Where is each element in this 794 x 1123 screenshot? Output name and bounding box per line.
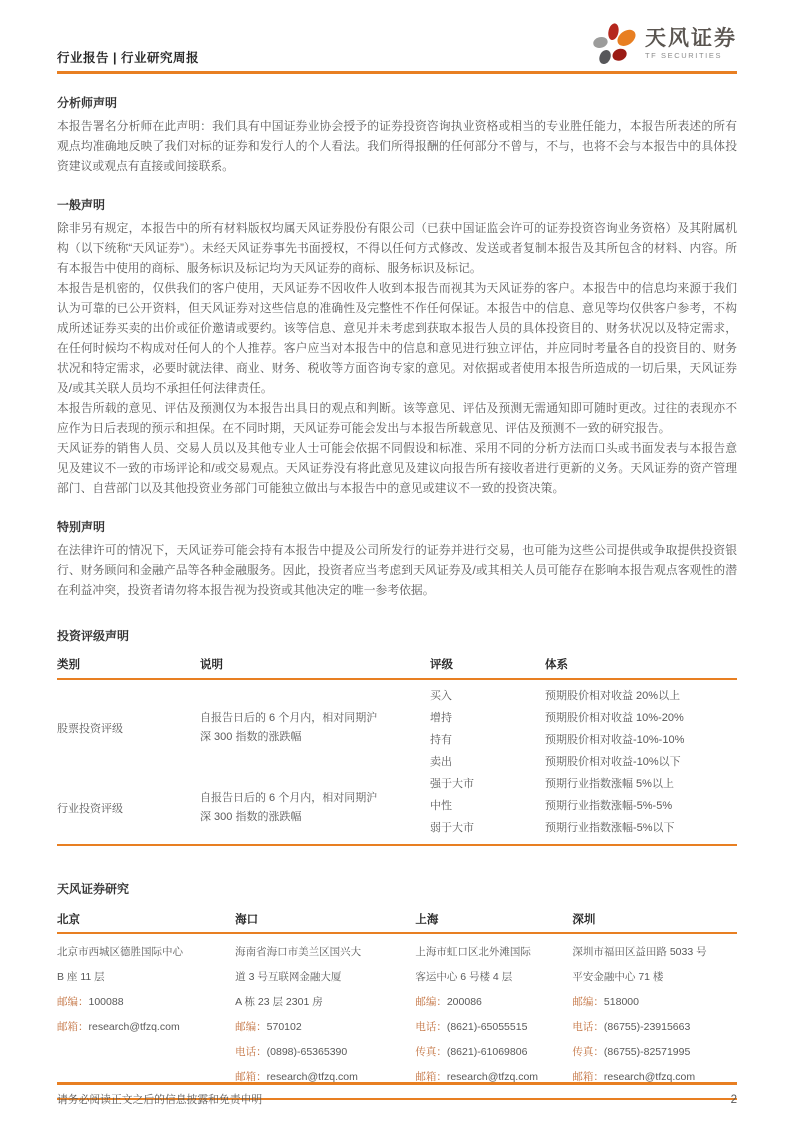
stock-rating-description: 自报告日后的 6 个月内，相对同期沪深 300 指数的涨跌幅 xyxy=(200,711,378,743)
rating-system: 预期股价相对收益-10%以下 xyxy=(545,756,681,768)
postcode-line: 邮编：200086 xyxy=(415,996,482,1008)
rating-col-category: 类别 xyxy=(57,654,200,679)
rating-system: 预期股价相对收益 10%-20% xyxy=(545,712,684,724)
rating-label: 持有 xyxy=(430,734,452,746)
rating-col-rating: 评级 xyxy=(430,654,545,679)
fax-line: 传真：(86755)-82571995 xyxy=(572,1046,691,1058)
address-line: 客运中心 6 号楼 4 层 xyxy=(415,971,513,983)
postcode-line: 邮编：518000 xyxy=(572,996,639,1008)
fax-line: 传真：(8621)-61069806 xyxy=(415,1046,528,1058)
rating-system: 预期行业指数涨幅-5%-5% xyxy=(545,800,673,812)
email-line: 邮箱：research@tfzq.com xyxy=(572,1071,696,1083)
rating-system: 预期股价相对收益 20%以上 xyxy=(545,690,681,702)
office-city-haikou: 海口 xyxy=(235,914,259,926)
email-line: 邮箱：research@tfzq.com xyxy=(415,1071,539,1083)
page-header xyxy=(57,0,737,74)
analyst-statement-paragraph: 本报告署名分析师在此声明：我们具有中国证券业协会授予的证券投资咨询执业资格或相当的专业胜任能力，本报告所表述的所有观点均准确地反映了我们对标的证券和发行人的个人看法。我们所得报酬的任何部分不曾与，不与，也将不会与本报告中的具体投资建议或观点有直接或间接联系。 xyxy=(57,119,737,173)
address-line: 平安金融中心 71 楼 xyxy=(572,971,664,983)
address-line: A 栋 23 层 2301 房 xyxy=(235,996,323,1008)
analyst-statement-heading: 分析师声明 xyxy=(57,96,118,110)
office-haikou-details xyxy=(235,940,415,1090)
special-statement-paragraph: 在法律许可的情况下，天风证券可能会持有本报告中提及公司所发行的证券并进行交易，也可能为这些公司提供或争取提供投资银行、财务顾问和金融产品等各种金融服务。因此，投资者应当考虑到天风证券及/或其相关人员可能存在影响本报告观点客观性的潜在利益冲突，投资者请勿将本报告视为投资或其他决定的唯一参考依据。 xyxy=(57,543,737,597)
office-city-shenzhen: 深圳 xyxy=(572,914,596,926)
office-beijing-details xyxy=(57,940,235,1090)
office-city-shanghai: 上海 xyxy=(415,914,439,926)
page-footer xyxy=(57,1082,737,1107)
general-statement-paragraph-4: 天风证券的销售人员、交易人员以及其他专业人士可能会依据不同假设和标准、采用不同的分析方法而口头或书面发表与本报告意见及建议不一致的市场评论和/或交易观点。天风证券没有将此意见及建议向报告所有接收者进行更新的义务。天风证券的资产管理部门、自营部门以及其他投资业务部门可能独立做出与本报告中的意见或建议不一致的投资决策。 xyxy=(57,441,737,495)
address-line: 海南省海口市美兰区国兴大 xyxy=(235,946,362,958)
general-statement-heading: 一般声明 xyxy=(57,198,106,212)
address-line: 上海市虹口区北外滩国际 xyxy=(415,946,531,958)
office-shanghai-details xyxy=(415,940,572,1090)
email-line: 邮箱：research@tfzq.com xyxy=(57,1021,180,1033)
rating-label: 买入 xyxy=(430,690,452,702)
postcode-line: 邮编：100088 xyxy=(57,996,124,1008)
tf-securities-logo xyxy=(592,22,737,66)
address-line: 北京市西城区德胜国际中心 xyxy=(57,946,183,958)
rating-label: 强于大市 xyxy=(430,778,474,790)
phone-line: 电话：(0898)-65365390 xyxy=(235,1046,348,1058)
office-city-beijing: 北京 xyxy=(57,914,80,926)
rating-table-header-row xyxy=(57,654,737,679)
rating-label: 中性 xyxy=(430,800,452,812)
address-line: B 座 11 层 xyxy=(57,971,105,983)
rating-table xyxy=(57,654,737,846)
address-line: 深圳市福田区益田路 5033 号 xyxy=(572,946,707,958)
breadcrumb: 行业报告 | 行业研究周报 xyxy=(57,51,199,65)
rating-label: 卖出 xyxy=(430,756,452,768)
stock-rating-category: 股票投资评级 xyxy=(57,723,123,735)
special-statement-heading: 特别声明 xyxy=(57,520,106,534)
office-detail-row xyxy=(57,934,737,1100)
general-statement-paragraph-3: 本报告所载的意见、评估及预测仅为本报告出具日的观点和判断。该等意见、评估及预测无需通知即可随时更改。过往的表现亦不应作为日后表现的预示和担保。在不同时期，天风证券可能会发出与本报告所载意见、评估及预测不一致的研究报告。 xyxy=(57,401,737,435)
email-line: 邮箱：research@tfzq.com xyxy=(235,1071,358,1083)
footer-disclaimer: 请务必阅读正文之后的信息披露和免责申明 xyxy=(57,1094,263,1106)
research-heading: 天风证券研究 xyxy=(57,882,130,896)
rating-col-system: 体系 xyxy=(545,654,737,679)
logo-text xyxy=(645,27,737,60)
rating-col-description: 说明 xyxy=(200,654,430,679)
industry-rating-category: 行业投资评级 xyxy=(57,803,123,815)
phone-line: 电话：(8621)-65055515 xyxy=(415,1021,528,1033)
page-number: 2 xyxy=(730,1094,737,1106)
rating-label: 弱于大市 xyxy=(430,822,474,834)
table-row xyxy=(57,679,737,706)
rating-system: 预期股价相对收益-10%-10% xyxy=(545,734,685,746)
general-statement-paragraph-1: 除非另有规定，本报告中的所有材料版权均属天风证券股份有限公司（已获中国证监会许可的证券投资咨询业务资格）及其附属机构（以下统称“天风证券”）。未经天风证券事先书面授权，不得以任何方式修改、发送或者复制本报告及其所包含的材料、内容。所有本报告中使用的商标、服务标识及标记均为天风证券的商标、服务标识及标记。 xyxy=(57,221,737,275)
rating-declaration-heading: 投资评级声明 xyxy=(57,629,130,643)
table-row xyxy=(57,772,737,794)
office-header-row xyxy=(57,911,737,934)
address-line: 道 3 号互联网金融大厦 xyxy=(235,971,342,983)
postcode-line: 邮编：570102 xyxy=(235,1021,302,1033)
tf-flower-icon xyxy=(592,22,638,66)
general-statement-paragraph-2: 本报告是机密的，仅供我们的客户使用，天风证券不因收件人收到本报告而视其为天风证券的客户。本报告中的信息均来源于我们认为可靠的已公开资料，但天风证券对这些信息的准确性及完整性不作任何保证。本报告中的信息、意见等均仅供客户参考，不构成所述证券买卖的出价或征价邀请或要约。该等信息、意见并未考虑到获取本报告人员的具体投资目的、财务状况以及特定需求，在任何时候均不构成对任何人的个人推荐。客户应当对本报告中的信息和意见进行独立评估，并应同时考量各自的投资目的、财务状况和特定需求，必要时就法律、商业、财务、税收等方面咨询专家的意见。对依据或者使用本报告所造成的一切后果，天风证券及/或其关联人员均不承担任何法律责任。 xyxy=(57,281,737,395)
logo-title: 天风证券 xyxy=(645,27,737,51)
logo-subtitle: TF SECURITIES xyxy=(645,51,723,61)
industry-rating-description: 自报告日后的 6 个月内，相对同期沪深 300 指数的涨跌幅 xyxy=(200,791,378,823)
rating-system: 预期行业指数涨幅 5%以上 xyxy=(545,778,674,790)
rating-label: 增持 xyxy=(430,712,452,724)
rating-system: 预期行业指数涨幅-5%以下 xyxy=(545,822,675,834)
phone-line: 电话：(86755)-23915663 xyxy=(572,1021,691,1033)
office-shenzhen-details xyxy=(572,940,737,1090)
